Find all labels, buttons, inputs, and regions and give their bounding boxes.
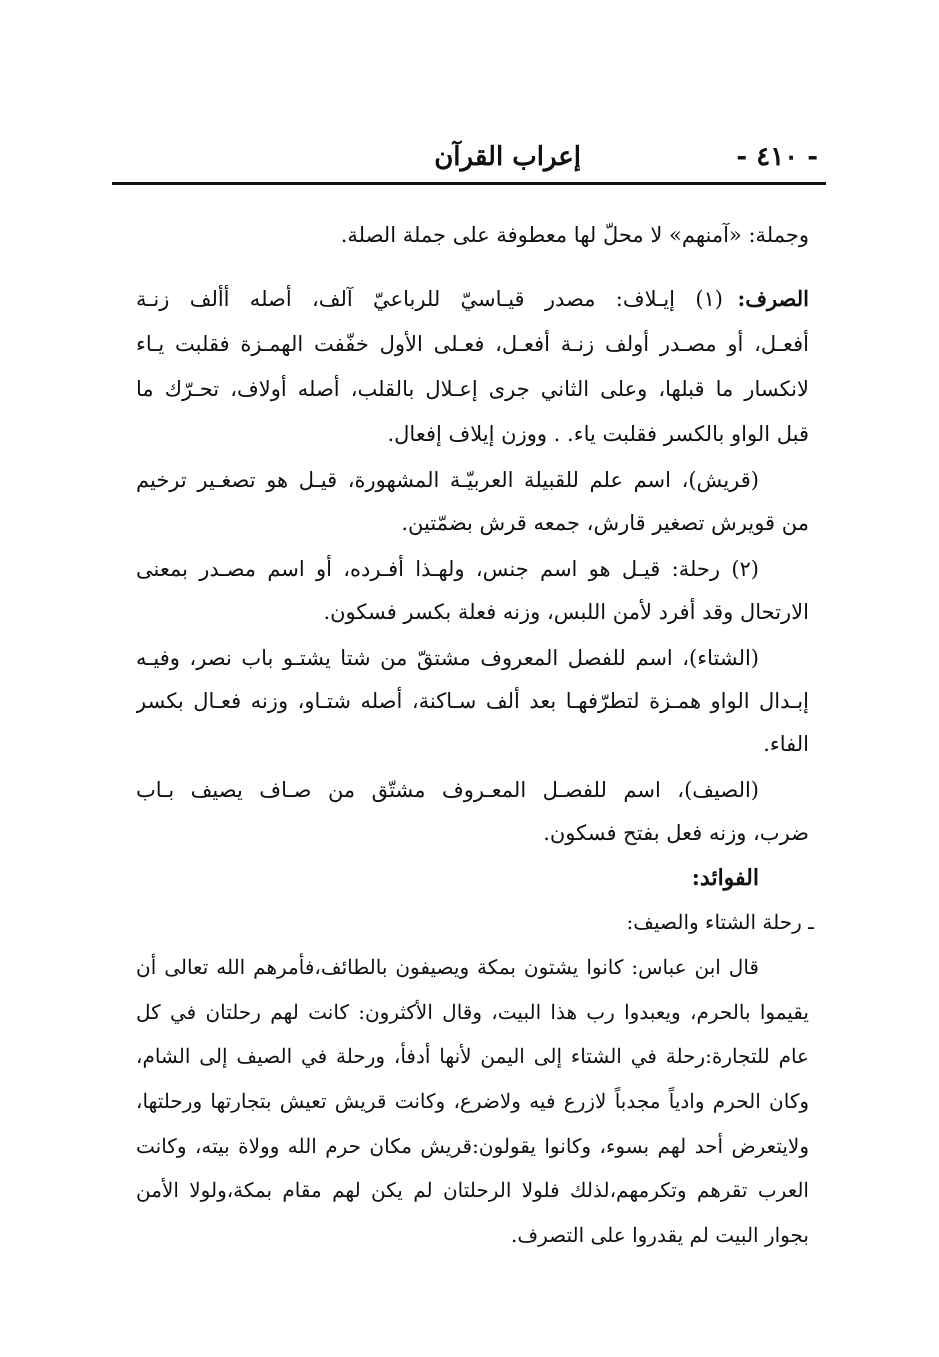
text-line: (الشتاء)، اسم للفصل المعروف مشتقّ من شتا يشتـو باب نصر، وفيـه (136, 646, 759, 670)
page-number: - ٤١٠ - (736, 142, 818, 172)
text-line: وجملة: «آمنهم» لا محلّ لها معطوفة على جملة الصلة. (340, 223, 809, 247)
text-line: (قريش)، اسم علم للقبيلة العربيّـة المشهورة، قيـل هو تصغـير ترخيم (136, 468, 759, 492)
text-line: العرب تقرهم وتكرمهم،لذلك فلولا الرحلتان لم يكن لهم مقام بمكة،ولولا الأمن (136, 1178, 809, 1202)
text-line: قال ابن عباس: كانوا يشتون بمكة ويصيفون بالطائف،فأمرهم الله تعالى أن (136, 955, 759, 979)
page-header (112, 138, 826, 185)
text-line: الفاء. (763, 732, 809, 756)
text-line: يقيموا بالحرم، ويعبدوا رب هذا البيت، وقال الأكثرون: كانت لهم رحلتان في كل (136, 1000, 809, 1024)
text-line: (الصيف)، اسم للفصـل المعـروف مشتّق من صـاف يصيف بـاب (136, 778, 759, 802)
text-line: الارتحال وقد أفرد لأمن اللبس، وزنه فعلة بكسر فسكون. (323, 600, 809, 624)
text-line: عام للتجارة:رحلة في الشتاء إلى اليمن لأنها أدفأ، ورحلة في الصيف إلى الشام، (136, 1044, 809, 1068)
text-line: قبل الواو بالكسر فقلبت ياء. . ووزن إيلاف إفعال. (387, 422, 809, 446)
text-line: (٢) رحلة: قيـل هو اسم جنس، ولهـذا أفـرده، أو اسم مصـدر بمعنى (136, 557, 759, 581)
text-line: إبـدال الواو همـزة لتطرّفهـا بعد ألف سـاكنة، أصله شتـاو، وزنه فعـال بكسر (136, 689, 809, 713)
section-heading-fawaid: الفوائد: (691, 865, 759, 891)
book-title: إعراب القرآن (434, 142, 581, 172)
text-line: ولايتعرض أحد لهم بسوء، وكانوا يقولون:قريش مكان حرم الله وولاة بيته، وكانت (136, 1134, 809, 1158)
text-line: لانكسار ما قبلها، وعلى الثاني جرى إعـلال بالقلب، أصله أولاف، تحـرّك ما (136, 377, 809, 401)
text-line: ضرب، وزنه فعل بفتح فسكون. (543, 821, 809, 845)
text-line: أفعـل، أو مصـدر أولف زنـة أفعـل، فعـلى الأول خفّفت الهمـزة فقلبت يـاء (136, 332, 809, 356)
sub-heading: ـ رحلة الشتاء والصيف: (626, 910, 814, 934)
text-line: (١) إيـلاف: مصدر قيـاسيّ للرباعيّ آلف، أصله أألف زنـة (136, 287, 723, 311)
text-line: بجوار البيت لم يقدروا على التصرف. (510, 1223, 809, 1247)
text-line: وكان الحرم وادياً مجدباً لازرع فيه ولاضرع، وكانت قريش تعيش بتجارتها ورحلتها، (136, 1089, 809, 1113)
section-heading-sarf: الصرف: (737, 286, 809, 311)
text-line: من قويرش تصغير قارش، جمعه قرش بضمّتين. (401, 511, 809, 535)
